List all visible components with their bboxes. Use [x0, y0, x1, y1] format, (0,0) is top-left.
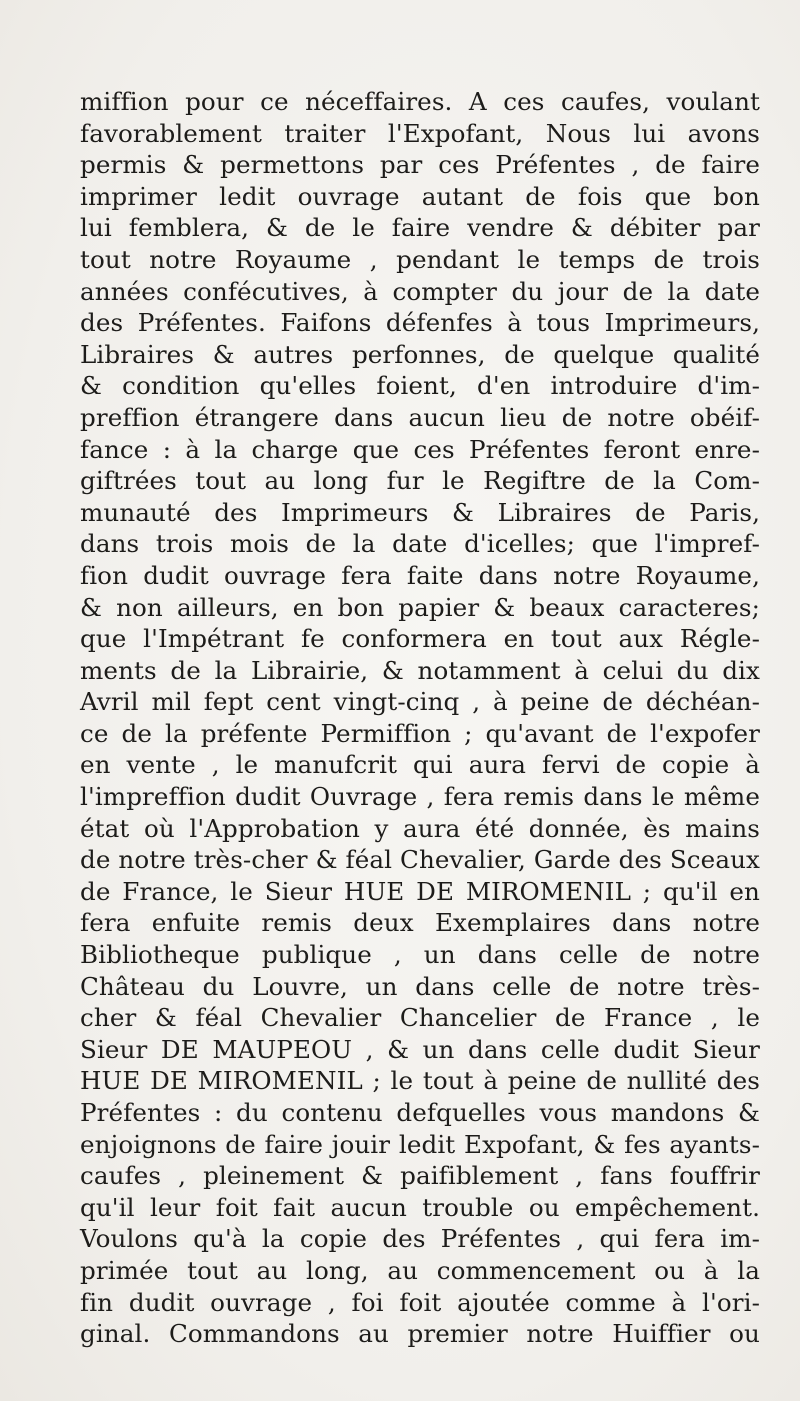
text-line: fera enfuite remis deux Exemplaires dans notre [80, 908, 760, 938]
text-line: imprimer ledit ouvrage autant de fois que bon [80, 181, 760, 211]
text-line: caufes , pleinement & paifiblement , fans fouffrir [80, 1161, 760, 1191]
text-line: giftrées tout au long fur le Regiftre de la Com- [80, 466, 760, 496]
text-line: l'impreffion dudit Ouvrage , fera remis dans le même [80, 782, 760, 812]
text-line: de France, le Sieur HUE DE MIROMENIL ; qu'il en [80, 876, 760, 906]
text-line: de notre très-cher & féal Chevalier, Garde des Sceaux [80, 845, 760, 875]
text-line: ginal. Commandons au premier notre Huiffier ou [80, 1319, 760, 1349]
text-line: Bibliotheque publique , un dans celle de notre [80, 940, 760, 970]
text-line: état où l'Approbation y aura été donnée, ès mains [80, 813, 760, 843]
text-line: ce de la préfente Permiffion ; qu'avant de l'expofer [80, 718, 760, 748]
text-line: en vente , le manufcrit qui aura fervi de copie à [80, 750, 760, 780]
text-line: & condition qu'elles foient, d'en introduire d'im- [80, 371, 760, 401]
text-line: tout notre Royaume , pendant le temps de trois [80, 244, 760, 274]
text-line: dans trois mois de la date d'icelles; que l'impref- [80, 529, 760, 559]
text-line: fance : à la charge que ces Préfentes feront enre- [80, 434, 760, 464]
text-line: Avril mil fept cent vingt-cinq , à peine de déchéan- [80, 687, 760, 717]
text-line: favorablement traiter l'Expofant, Nous lui avons [80, 118, 760, 148]
text-line: & non ailleurs, en bon papier & beaux caracteres; [80, 592, 760, 622]
text-line: Libraires & autres perfonnes, de quelque qualité [80, 339, 760, 369]
text-line: que l'Impétrant fe conformera en tout aux Régle- [80, 624, 760, 654]
text-line: HUE DE MIROMENIL ; le tout à peine de nullité des [80, 1066, 760, 1096]
text-line: fin dudit ouvrage , foi foit ajoutée comme à l'ori- [80, 1287, 760, 1317]
text-line: des Préfentes. Faifons défenfes à tous Imprimeurs, [80, 308, 760, 338]
text-line: qu'il leur foit fait aucun trouble ou empêchement. [80, 1192, 760, 1222]
text-line: Sieur DE MAUPEOU , & un dans celle dudit Sieur [80, 1034, 760, 1064]
text-line: preffion étrangere dans aucun lieu de notre obéif- [80, 402, 760, 432]
text-line: Voulons qu'à la copie des Préfentes , qui fera im- [80, 1224, 760, 1254]
text-line: cher & féal Chevalier Chancelier de France , le [80, 1003, 760, 1033]
text-line: Château du Louvre, un dans celle de notre très- [80, 971, 760, 1001]
text-line: Préfentes : du contenu defquelles vous mandons & [80, 1098, 760, 1127]
text-line: munauté des Imprimeurs & Libraires de Paris, [80, 497, 760, 527]
body-text [80, 86, 760, 1350]
text-line: enjoignons de faire jouir ledit Expofant, & fes ayants- [80, 1129, 760, 1159]
text-line: lui femblera, & de le faire vendre & débiter par [80, 213, 760, 243]
text-line: années confécutives, à compter du jour de la date [80, 276, 760, 306]
text-line: miffion pour ce néceffaires. A ces caufes, voulant [80, 87, 760, 116]
text-line: ments de la Librairie, & notamment à celui du dix [80, 655, 760, 685]
text-line: primée tout au long, au commencement ou à la [80, 1255, 760, 1285]
text-line: fion dudit ouvrage fera faite dans notre Royaume, [80, 560, 760, 590]
text-line: permis & permettons par ces Préfentes , de faire [80, 150, 760, 180]
